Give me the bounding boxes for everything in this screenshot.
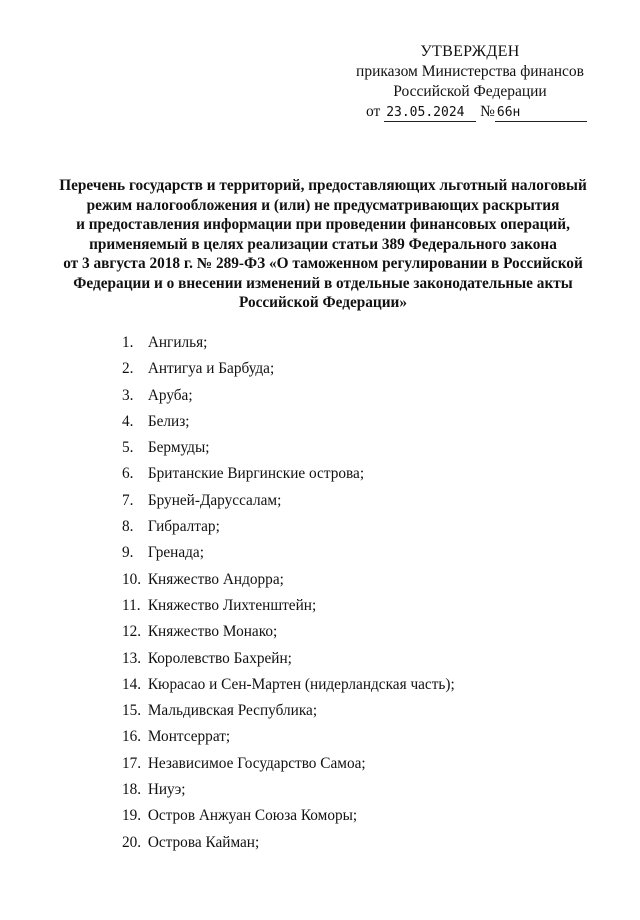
approval-stamp bbox=[300, 42, 640, 120]
list-item-text: Бруней-Даруссалам; bbox=[147, 491, 282, 509]
list-item-number: 19. bbox=[122, 807, 142, 825]
approval-order-line: приказом Министерства финансов bbox=[356, 63, 584, 80]
list-item bbox=[122, 409, 602, 435]
list-item-text: Мальдивская Республика; bbox=[147, 702, 318, 720]
list-item-number: 8. bbox=[122, 518, 134, 536]
list-item-text: Острова Кайман; bbox=[147, 833, 260, 851]
list-item-text: Княжество Монако; bbox=[147, 623, 278, 641]
list-item-text: Белиз; bbox=[147, 412, 190, 430]
list-item-number: 20. bbox=[122, 833, 142, 851]
approval-authority-line: Российской Федерации bbox=[393, 83, 547, 100]
list-item bbox=[122, 461, 602, 487]
list-item-number: 16. bbox=[122, 728, 142, 746]
list-item-number: 3. bbox=[122, 386, 134, 404]
list-item-number: 7. bbox=[122, 491, 134, 509]
country-list bbox=[122, 330, 602, 856]
list-item-text: Остров Анжуан Союза Коморы; bbox=[147, 807, 358, 825]
list-item bbox=[122, 646, 602, 672]
number-prefix: № bbox=[480, 103, 495, 120]
list-item bbox=[122, 514, 602, 540]
list-item bbox=[122, 777, 602, 803]
list-item bbox=[122, 488, 602, 514]
list-item bbox=[122, 672, 602, 698]
approval-heading: УТВЕРЖДЕН bbox=[420, 43, 520, 60]
list-item bbox=[122, 803, 602, 829]
list-item bbox=[122, 383, 602, 409]
approval-date-value: 23.05.2024 bbox=[384, 105, 476, 122]
approval-date-line bbox=[366, 102, 587, 122]
list-item-number: 9. bbox=[122, 544, 134, 562]
list-item bbox=[122, 593, 602, 619]
list-item bbox=[122, 567, 602, 593]
title-line: Российской Федерации» bbox=[238, 294, 407, 311]
list-item-text: Гренада; bbox=[147, 544, 204, 562]
list-item-number: 14. bbox=[122, 675, 142, 693]
list-item bbox=[122, 356, 602, 382]
list-item bbox=[122, 751, 602, 777]
list-item-text: Аруба; bbox=[147, 386, 193, 404]
list-item bbox=[122, 435, 602, 461]
title-line: Перечень государств и территорий, предоставляющих льготный налоговый bbox=[59, 177, 587, 194]
title-line: режим налогообложения и (или) не предусматривающих раскрытия bbox=[86, 196, 560, 214]
list-item-text: Ниуэ; bbox=[147, 781, 186, 799]
list-item bbox=[122, 540, 602, 566]
list-item-number: 4. bbox=[122, 412, 134, 430]
list-item bbox=[122, 830, 602, 856]
title-line: и предоставления информации при проведении финансовых операций, bbox=[76, 216, 570, 233]
list-item bbox=[122, 330, 602, 356]
list-item-number: 17. bbox=[122, 754, 142, 772]
list-item-number: 11. bbox=[122, 596, 141, 614]
list-item-text: Монтсеррат; bbox=[147, 728, 231, 746]
list-item-number: 6. bbox=[122, 465, 134, 483]
list-item-number: 2. bbox=[122, 360, 134, 378]
document-title bbox=[50, 176, 596, 313]
list-item-number: 15. bbox=[122, 702, 142, 720]
list-item-number: 12. bbox=[122, 623, 142, 641]
date-prefix: от bbox=[366, 103, 381, 120]
list-item-text: Гибралтар; bbox=[147, 518, 220, 536]
list-item-number: 13. bbox=[122, 649, 142, 667]
list-item bbox=[122, 619, 602, 645]
title-line: от 3 августа 2018 г. № 289-ФЗ «О таможенном регулировании в Российской bbox=[63, 255, 583, 272]
list-item-text: Антигуа и Барбуда; bbox=[147, 360, 275, 378]
list-item-number: 18. bbox=[122, 781, 142, 799]
list-item-text: Независимое Государство Самоа; bbox=[147, 754, 366, 772]
list-item-text: Ангилья; bbox=[147, 334, 208, 351]
list-item-text: Кюрасао и Сен-Мартен (нидерландская часть); bbox=[147, 675, 455, 693]
list-item bbox=[122, 698, 602, 724]
list-item-number: 1. bbox=[122, 334, 134, 351]
title-line: применяемый в целях реализации статьи 389 Федерального закона bbox=[89, 235, 557, 253]
list-item-text: Бермуды; bbox=[147, 439, 210, 457]
list-item-number: 5. bbox=[122, 439, 134, 457]
list-item-text: Княжество Андорра; bbox=[147, 570, 284, 588]
title-line: Федерации и о внесении изменений в отдельные законодательные акты bbox=[73, 274, 573, 292]
approval-number-value: 66н bbox=[495, 105, 587, 122]
list-item-text: Британские Виргинские острова; bbox=[147, 465, 365, 483]
list-item bbox=[122, 724, 602, 750]
list-item-text: Княжество Лихтенштейн; bbox=[147, 596, 317, 614]
list-item-text: Королевство Бахрейн; bbox=[147, 649, 292, 667]
list-item-number: 10. bbox=[122, 570, 142, 588]
